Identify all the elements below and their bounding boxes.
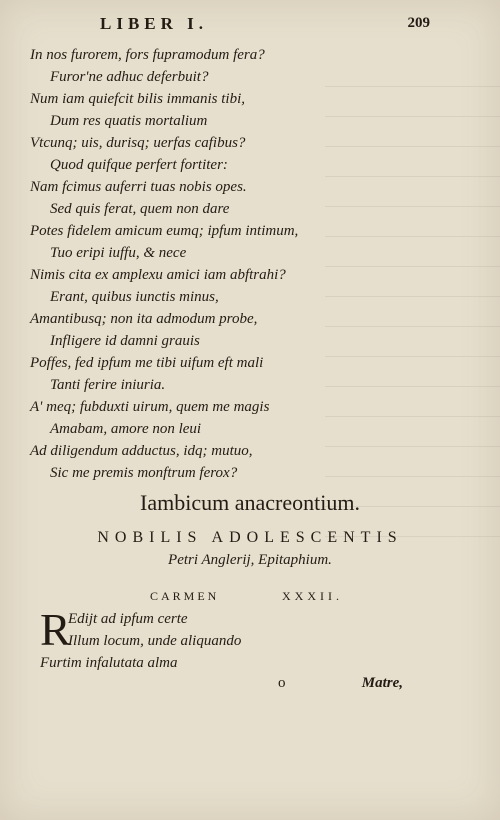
verse-block (30, 44, 450, 484)
verse-line: Amantibusq; non ita admodum probe, (30, 311, 258, 327)
poem-line: Illum locum, unde aliquando (68, 633, 242, 649)
section-title: Iambicum anacreontium. (140, 490, 360, 515)
verse-line: Potes fidelem amicum eumq; ipfum intimum, (30, 223, 299, 239)
poem-line: Edijt ad ipfum certe (68, 611, 188, 627)
verse-line: Tuo eripi iuffu, & nece (50, 245, 187, 261)
verse-line: Nam fcimus auferri tuas nobis opes. (30, 179, 247, 195)
verse-line: Num iam quiefcit bilis immanis tibi, (30, 91, 246, 107)
signature-mark: o (278, 675, 286, 691)
page-number: 209 (407, 15, 430, 31)
verse-line: Furor'ne adhuc deferbuit? (50, 69, 209, 85)
verse-line: In nos furorem, fors fupramodum fera? (30, 47, 265, 63)
carmen-label: CARMEN (150, 589, 220, 603)
verse-line: Quod quifque perfert fortiter: (50, 157, 228, 173)
drop-capital: R (40, 604, 71, 655)
verse-line: Ad diligendum adductus, idq; mutuo, (30, 443, 253, 459)
verse-line: A' meq; fubduxti uirum, quem me magis (30, 399, 270, 415)
section-subtitle: NOBILIS ADOLESCENTIS (97, 529, 403, 546)
catchword: Matre, (361, 675, 403, 691)
verse-line: Dum res quatis mortalium (50, 113, 208, 129)
poem-line: Furtim infalutata alma (40, 655, 178, 671)
verse-line: Sed quis ferat, quem non dare (50, 201, 230, 217)
running-title: LIBER I. (100, 14, 209, 33)
verse-line: Amabam, amore non leui (50, 421, 202, 437)
verse-line: Erant, quibus iunctis minus, (50, 289, 219, 305)
verse-line: Sic me premis monftrum ferox? (50, 465, 238, 481)
verse-line: Tanti ferire iniuria. (50, 377, 166, 393)
poem-block (40, 604, 400, 674)
verse-line: Nimis cita ex amplexu amici iam abftrahi? (30, 267, 286, 283)
verse-line: Infligere id damni grauis (50, 333, 200, 349)
running-header (100, 14, 430, 34)
section-subtitle-2: Petri Anglerij, Epitaphium. (168, 552, 332, 568)
verse-line: Poffes, fed ipfum me tibi uifum eft mali (30, 355, 264, 371)
verse-line: Vtcunq; uis, durisq; uerfas cafibus? (30, 135, 246, 151)
carmen-number: XXXII. (282, 589, 343, 603)
